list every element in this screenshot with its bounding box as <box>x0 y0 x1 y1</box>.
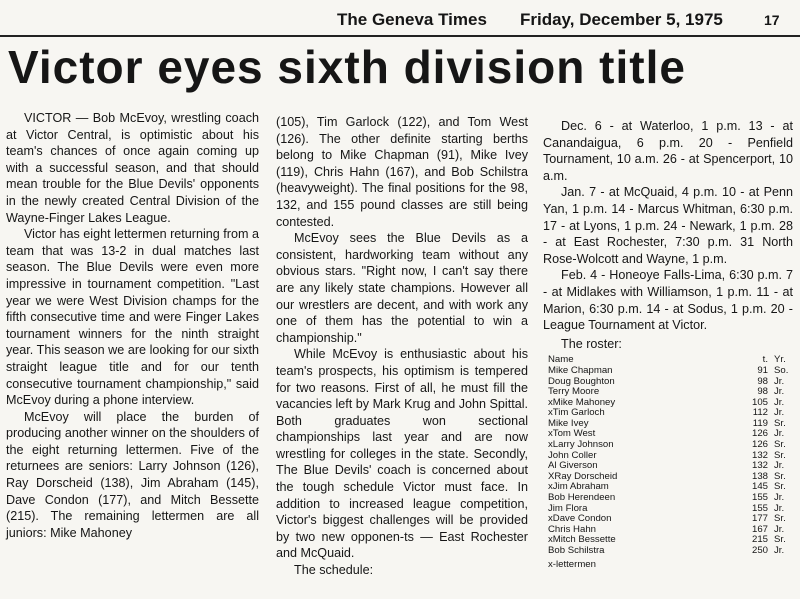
roster-table <box>548 355 794 556</box>
roster-year: Jr. <box>774 523 785 535</box>
roster-weight: 119 <box>752 417 768 429</box>
schedule-february: Feb. 4 - Honeoye Falls-Lima, 6:30 p.m. 7 - at Midlakes with Williamson, 1 p.m. 11 - at Marion, 6:30 p.m. 14 - at Sodus, 1 p.m. 20 - League Tournament at Victor. <box>543 268 793 333</box>
page-number: 17 <box>764 12 780 28</box>
paragraph: VICTOR — Bob McEvoy, wrestling coach at Victor Central, is optimistic about his team's chances of once again coming up with a successful season, and that should mean trouble for the Blue Devils' opponents in the newly created Central Division of the Wayne-Finger Lakes League. <box>6 111 259 225</box>
roster-weight: 91 <box>757 364 768 376</box>
roster-name: xJim Abraham <box>548 481 609 493</box>
paragraph: McEvoy will place the burden of producing another winner on the shoulders of the eight returning lettermen. Five of the returnees are seniors: Larry Johnson (126), Ray Dorscheid (138), Jim Abraham (145), Dave Condon (177), and Mitch Bessette (215). The remaining lettermen are all juniors: Mike Mahoney <box>6 409 259 540</box>
schedule-january: Jan. 7 - at McQuaid, 4 p.m. 10 - at Penn Yan, 1 p.m. 14 - Marcus Whitman, 6:30 p.m. 17 - at Lyons, 1 p.m. 24 - Newark, 1 p.m. 28 - at East Rochester, 7:30 p.m. 31 North Rose-Wolcott and Wayne, 1 p.m. <box>543 185 793 266</box>
roster-weight: 145 <box>751 481 768 493</box>
roster-weight: 112 <box>752 407 768 419</box>
article-column-2 <box>276 114 528 579</box>
article-column-3 <box>543 118 793 573</box>
roster-header-year: Yr. <box>774 354 786 366</box>
headline: Victor eyes sixth division title <box>8 41 686 93</box>
roster-year: Jr. <box>774 386 785 398</box>
roster-weight: 132 <box>751 460 768 472</box>
article-column-1 <box>6 110 259 541</box>
roster-header-weight: t. <box>762 354 768 366</box>
roster-year: Jr. <box>774 396 785 408</box>
schedule-december: Dec. 6 - at Waterloo, 1 p.m. 13 - at Canandaigua, 6 p.m. 20 - Penfield Tournament, 10 a.m. 26 - at Spencerport, 10 a.m. <box>543 119 793 183</box>
roster-name: xDave Condon <box>548 513 612 525</box>
roster-year: Jr. <box>774 492 785 504</box>
roster-name: XRay Dorscheid <box>548 470 618 482</box>
roster-footnote: x-lettermen <box>548 558 596 570</box>
roster-name: xMike Mahoney <box>548 396 616 408</box>
roster-name: Mike Chapman <box>548 364 613 376</box>
paragraph: Victor has eight lettermen returning from a team that was 13-2 in dual matches last season. The Blue Devils were even more impressive in tournament competition. "Last year we were West Division champs for the fifth consecutive time and were Finger Lakes tournament winners for the ninth straight year. This season we are looking for our sixth straight league title and for our tenth consecutive tournament championship," said McEvoy during a phone interview. <box>6 227 259 408</box>
paragraph: While McEvoy is enthusiastic about his team's prospects, his optimism is tempered for two reasons. First of all, he must fill the vacancies left by Mark Krug and John Spittal. Both graduates won sectional championships last year and are now wrestling for colleges in the state. Secondly, The Blue Devils' coach is concerned about the tough schedule Victor must face. In addition to increased league competition, Victor's biggest challenges will be provided by two new opponen-ts — East Rochester and McQuaid. <box>276 347 529 561</box>
roster-name: Jim Flora <box>548 502 588 514</box>
roster-year: Jr. <box>774 407 785 419</box>
roster-name: Doug Boughton <box>548 375 615 387</box>
newspaper-name: The Geneva Times <box>337 10 487 29</box>
roster-year: So. <box>774 364 789 376</box>
roster-year: Sr. <box>774 439 786 451</box>
roster-weight: 138 <box>751 470 768 482</box>
roster-name: Bob Schilstra <box>548 545 605 556</box>
roster-name: xLarry Johnson <box>548 439 614 451</box>
roster-name: Terry Moore <box>548 386 600 398</box>
paragraph: (105), Tim Garlock (122), and Tom West (126). The other definite starting berths belong to Mike Chapman (91), Mike Ivey (119), Chris Hahn (167), and Bob Schilstra (heavyweight). The final positions for the 98, 132, and 155 pound classes are still being contested. <box>276 115 528 229</box>
roster-year: Sr. <box>774 449 786 461</box>
roster-name: Chris Hahn <box>548 523 596 535</box>
roster-weight: 132 <box>751 449 768 461</box>
roster-name: Mike Ivey <box>548 417 589 429</box>
roster-weight: 98 <box>757 375 768 387</box>
roster-name: xMitch Bessette <box>548 534 616 546</box>
roster-weight: 98 <box>757 386 768 398</box>
roster-year: Jr. <box>774 428 785 440</box>
roster-name: xTim Garloch <box>548 407 605 419</box>
roster-weight: 155 <box>751 492 768 504</box>
roster-year: Sr. <box>774 534 786 546</box>
roster-row <box>548 546 794 557</box>
roster-name: Al Giverson <box>548 460 598 472</box>
issue-date: Friday, December 5, 1975 <box>520 10 723 29</box>
roster-name: John Coller <box>548 449 597 461</box>
roster-year: Sr. <box>774 481 786 493</box>
paragraph: The schedule: <box>294 563 374 578</box>
roster-year: Jr. <box>774 375 785 387</box>
roster-year: Sr. <box>774 470 786 482</box>
roster-year: Sr. <box>774 513 786 525</box>
roster-weight: 215 <box>751 534 768 546</box>
roster-row <box>548 366 794 377</box>
paragraph: McEvoy sees the Blue Devils as a consistent, hardworking team without any obvious stars. "Right now, I can't say there are any likely state champions. However all our wrestlers are decent, and with work any one of them has the potential to win a championship." <box>276 231 528 345</box>
roster-year: Jr. <box>774 545 785 556</box>
roster-weight: 126 <box>751 428 768 440</box>
roster-year: Jr. <box>774 502 785 514</box>
roster-year: Sr. <box>774 417 786 429</box>
roster-weight: 155 <box>751 502 768 514</box>
roster-weight: 177 <box>751 513 768 525</box>
roster-weight: 105 <box>751 396 768 408</box>
roster-weight: 167 <box>751 523 768 535</box>
masthead <box>0 6 800 32</box>
roster-weight: 250 <box>751 545 768 556</box>
roster-title: The roster: <box>561 336 622 351</box>
roster-name: Bob Herendeen <box>548 492 616 504</box>
roster-year: Jr. <box>774 460 785 472</box>
roster-weight: 126 <box>751 439 768 451</box>
roster-header-name: Name <box>548 354 574 366</box>
roster-name: xTom West <box>548 428 596 440</box>
header-rule <box>0 35 800 37</box>
